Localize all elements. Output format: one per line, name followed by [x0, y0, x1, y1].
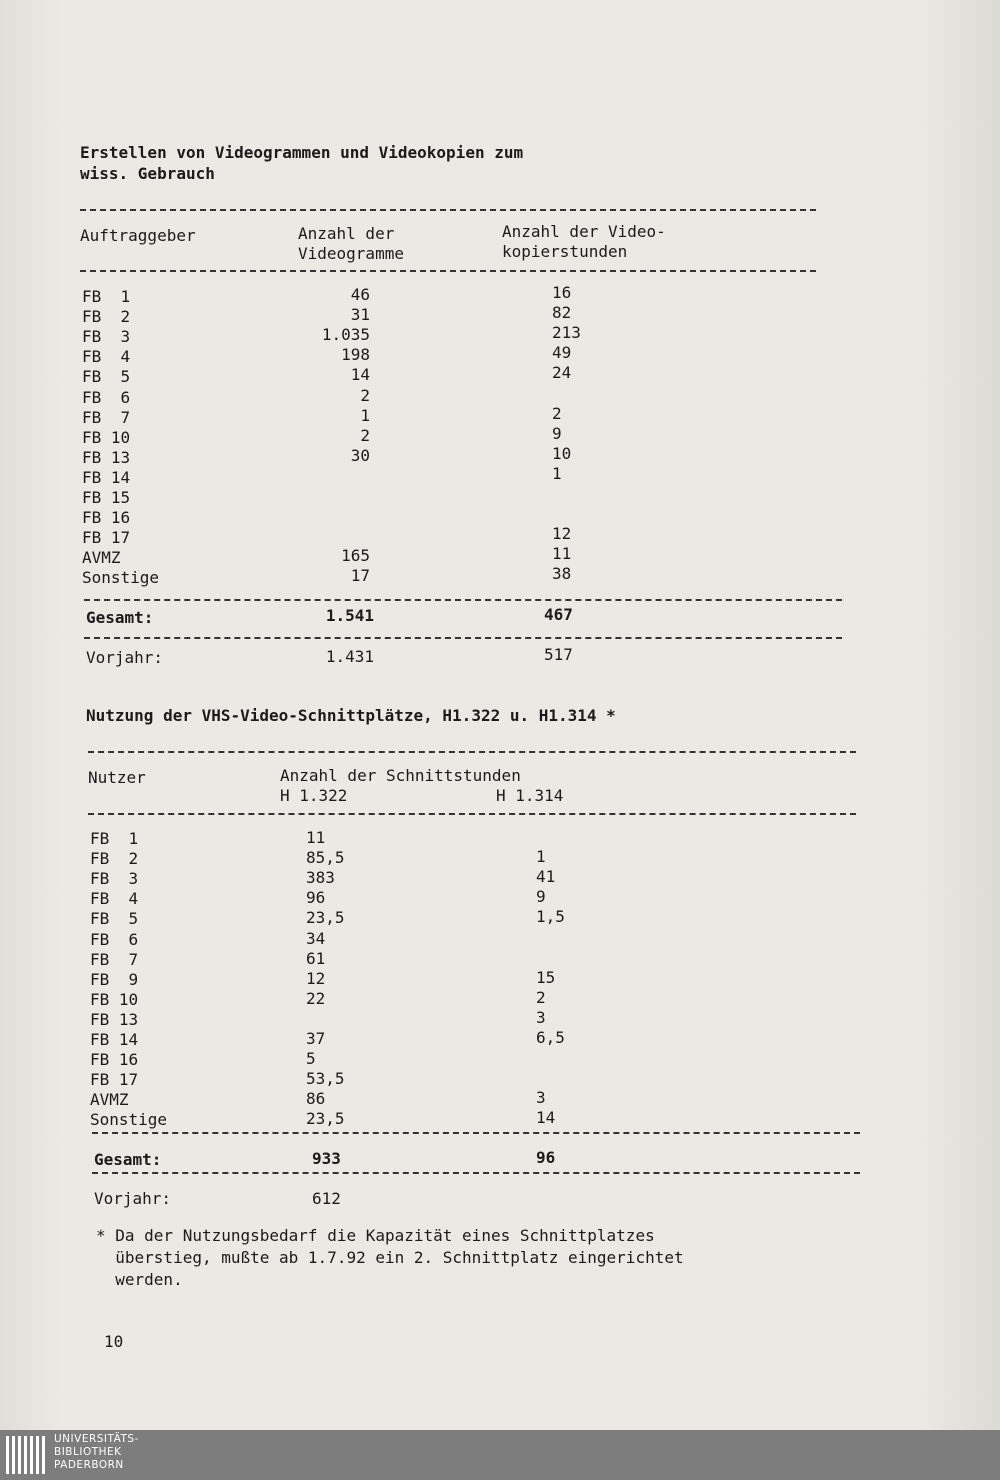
table-row-label: FB 17: [82, 528, 131, 548]
footnote-line1: * Da der Nutzungsbedarf die Kapazität eines Schnittplatzes: [96, 1226, 655, 1245]
section2-total-h1314: 96: [536, 1148, 556, 1167]
table-cell-col2: 46: [350, 285, 370, 304]
table-cell-col3: 11: [552, 544, 572, 564]
table-row-label: FB 7: [90, 949, 139, 969]
table-cell-col3: 15: [536, 967, 556, 987]
library-footer-bar: [0, 1430, 1000, 1480]
table-row-label: FB 10: [90, 989, 139, 1009]
table-row-label: FB 15: [82, 488, 131, 507]
table-cell-col2: 23,5: [306, 1109, 345, 1129]
section2-prev-label: Vorjahr:: [94, 1189, 172, 1208]
library-logo-icon: [6, 1434, 46, 1476]
table-row-label: FB 13: [90, 1009, 139, 1029]
table-cell-col3: 24: [552, 363, 572, 383]
table-cell-col3: 1,5: [536, 907, 565, 927]
section1-header-col2-line2: Videogramme: [298, 244, 404, 263]
table-row-label: FB 5: [90, 909, 139, 929]
table-row-label: Sonstige: [90, 1110, 168, 1130]
table-cell-col2: 34: [306, 928, 326, 948]
table-row-label: FB 4: [82, 347, 131, 367]
section1-rule-top: [80, 209, 816, 211]
table-cell-col3: 14: [536, 1108, 556, 1128]
table-cell-col3: 9: [536, 887, 546, 907]
section1-total-label: Gesamt:: [86, 608, 154, 627]
table-cell-col3: 12: [552, 524, 572, 544]
table-row-label: FB 6: [90, 929, 139, 949]
section1-title-line1: Erstellen von Videogrammen und Videokopien zum: [80, 143, 524, 162]
table-cell-col2: 61: [306, 948, 326, 968]
table-cell-col3: 6,5: [536, 1028, 565, 1047]
table-row-label: FB 10: [82, 427, 131, 447]
library-logo-text: [54, 1433, 139, 1472]
table-row-label: FB 6: [82, 387, 131, 407]
table-cell-col3: 9: [552, 423, 562, 443]
table-cell-col3: 10: [552, 443, 572, 463]
table-row-label: FB 3: [82, 327, 131, 347]
table-cell-col2: 11: [306, 828, 326, 847]
section1-rule-prev: [84, 637, 842, 639]
table-cell-col2: 31: [350, 305, 370, 325]
table-cell-col2: 1: [360, 405, 370, 425]
footnote-line2: überstieg, mußte ab 1.7.92 ein 2. Schnittplatz eingerichtet: [96, 1248, 684, 1267]
table-row-label: FB 13: [82, 447, 131, 467]
table-cell-col3: 1: [552, 463, 562, 483]
table-cell-col2: 53,5: [306, 1069, 345, 1089]
table-row-label: FB 4: [90, 889, 139, 909]
table-row-label: Sonstige: [82, 568, 160, 588]
table-cell-col3: 3: [536, 1007, 546, 1027]
section2-rule-prev: [92, 1172, 860, 1174]
table-cell-col2: 22: [306, 988, 326, 1008]
table-row-label: FB 16: [90, 1050, 139, 1070]
table-row-label: FB 16: [82, 508, 131, 528]
table-row-label: FB 17: [90, 1070, 139, 1090]
table-cell-col2: 5: [306, 1049, 316, 1069]
table-row-label: FB 14: [90, 1030, 139, 1049]
table-row-label: FB 5: [82, 367, 131, 387]
section1-rule-total: [84, 599, 842, 601]
table-cell-col2: 2: [360, 385, 370, 405]
section1-prev-label: Vorjahr:: [86, 648, 164, 667]
table-cell-col2: 12: [306, 968, 326, 988]
section2-total-label: Gesamt:: [94, 1150, 162, 1169]
table-row-label: FB 3: [90, 869, 139, 889]
table-cell-col2: 86: [306, 1089, 326, 1109]
section1-header-col3-line2: kopierstunden: [502, 242, 628, 261]
table-cell-col3: 2: [536, 987, 546, 1007]
table-cell-col3: 49: [552, 343, 572, 363]
table-cell-col3: 41: [536, 867, 556, 887]
section1-header-col2-line1: Anzahl der: [298, 224, 395, 243]
table-cell-col3: 82: [552, 303, 572, 323]
section2-rule-total: [92, 1132, 860, 1134]
section1-total-kopierstunden: 467: [544, 605, 573, 624]
section2-header-sub-b: H 1.314: [496, 786, 564, 805]
table-cell-col3: 2: [552, 403, 562, 423]
table-cell-col2: 198: [341, 345, 370, 365]
table-row-label: FB 14: [82, 467, 131, 487]
section2-total-h1322: 933: [312, 1149, 341, 1168]
table-row-label: FB 1: [90, 829, 139, 848]
section1-title-line2: wiss. Gebrauch: [80, 164, 215, 183]
footnote-line3: werden.: [96, 1270, 183, 1289]
section2-rule-header: [88, 813, 856, 815]
section2-header-sub-a: H 1.322: [280, 786, 348, 805]
section1-rule-header: [80, 270, 816, 272]
section1-header-col3-line1: Anzahl der Video-: [502, 222, 666, 241]
table-cell-col2: 23,5: [306, 908, 345, 928]
table-cell-col2: 17: [350, 566, 370, 586]
table-row-label: AVMZ: [90, 1090, 129, 1110]
table-cell-col2: 96: [306, 888, 326, 908]
table-row-label: FB 7: [82, 407, 131, 427]
table-cell-col2: 85,5: [306, 848, 345, 868]
table-cell-col3: 16: [552, 283, 572, 302]
section1-header-col1: Auftraggeber: [80, 226, 196, 245]
section2-title: Nutzung der VHS-Video-Schnittplätze, H1.322 u. H1.314 *: [86, 706, 616, 725]
table-cell-col2: 37: [306, 1029, 326, 1048]
section2-rule-top: [88, 751, 856, 753]
table-row-label: FB 1: [82, 287, 131, 306]
table-cell-col2: 30: [350, 445, 370, 465]
section2-prev-h1322: 612: [312, 1189, 341, 1208]
table-cell-col2: 1.035: [321, 325, 370, 345]
section1-total-videogramme: 1.541: [325, 606, 374, 625]
table-cell-col2: 165: [341, 546, 370, 566]
logo-line3: PADERBORN: [54, 1459, 124, 1471]
table-row-label: AVMZ: [82, 548, 121, 568]
table-cell-col3: 1: [536, 847, 546, 867]
logo-line2: BIBLIOTHEK: [54, 1446, 122, 1458]
table-cell-col3: 3: [536, 1088, 546, 1108]
table-cell-col2: 14: [350, 365, 370, 385]
page-number: 10: [104, 1332, 124, 1351]
section1-prev-kopierstunden: 517: [544, 645, 573, 664]
table-cell-col2: 2: [360, 425, 370, 445]
section2-header-col2: Anzahl der Schnittstunden: [280, 766, 521, 785]
table-cell-col3: 38: [552, 564, 572, 584]
table-cell-col3: 213: [552, 323, 581, 343]
table-cell-col2: 383: [306, 868, 335, 888]
table-row-label: FB 2: [82, 307, 131, 327]
section1-prev-videogramme: 1.431: [325, 647, 374, 666]
logo-line1: UNIVERSITÄTS-: [54, 1433, 139, 1445]
table-row-label: FB 9: [90, 969, 139, 989]
table-row-label: FB 2: [90, 849, 139, 869]
section2-header-col1: Nutzer: [88, 768, 146, 787]
